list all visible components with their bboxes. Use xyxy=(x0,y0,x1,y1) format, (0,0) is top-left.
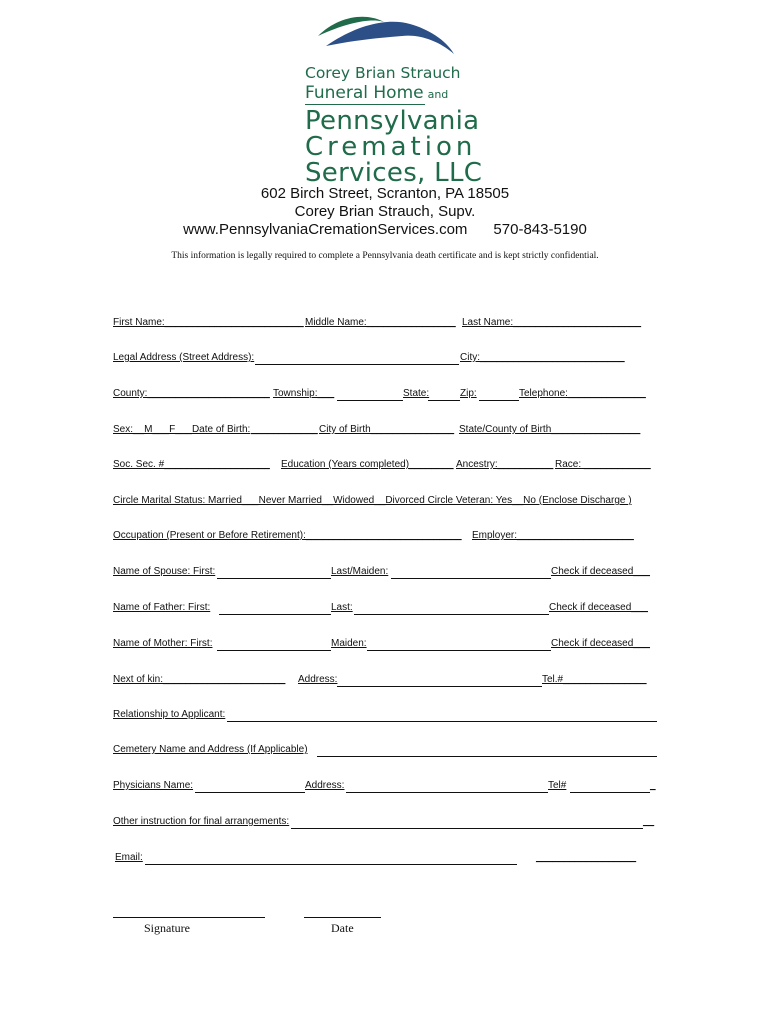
father-first-field[interactable]: Name of Father: First: xyxy=(113,602,211,613)
last-name-field[interactable]: Last Name:_______________________ xyxy=(462,317,642,328)
form-row-cemetery xyxy=(113,743,657,759)
email-field[interactable]: Email: xyxy=(115,852,143,863)
form-row-name xyxy=(113,316,657,332)
logo-funeral-line: Funeral Home and xyxy=(305,83,449,103)
township-line xyxy=(337,400,403,401)
legal-address-field[interactable]: Legal Address (Street Address): xyxy=(113,352,255,363)
form-row-county xyxy=(113,387,657,403)
relationship-field[interactable]: Relationship to Applicant: xyxy=(113,709,226,720)
header-contact xyxy=(0,221,770,238)
email-end: __________________ xyxy=(536,852,637,863)
spouse-first-line xyxy=(217,578,331,579)
logo-name-line: Corey Brian Strauch xyxy=(305,64,461,82)
father-last-field[interactable]: Last: xyxy=(331,602,353,613)
header-supervisor: Corey Brian Strauch, Supv. xyxy=(294,203,476,220)
physician-name-field[interactable]: Physicians Name: xyxy=(113,780,194,791)
father-deceased-check[interactable]: Check if deceased___ xyxy=(549,602,648,613)
phone-number: 570-843-5190 xyxy=(493,221,587,238)
kin-address-field[interactable]: Address: xyxy=(298,674,338,685)
education-field[interactable]: Education (Years completed)________ xyxy=(281,459,454,470)
state-of-birth-field[interactable]: State/County of Birth________________ xyxy=(459,424,641,435)
dob-blank[interactable]: ____________ xyxy=(251,424,318,435)
relationship-line xyxy=(227,721,657,722)
form-row-spouse xyxy=(113,565,657,581)
form-row-kin xyxy=(113,673,657,689)
form-row-address xyxy=(113,351,657,367)
marital-veteran-field[interactable]: Circle Marital Status: Married___Never Married__Widowed__Divorced Circle Veteran: Yes__No (Enclose Discharge ) xyxy=(113,495,632,506)
mother-first-line xyxy=(217,650,331,651)
spouse-last-field[interactable]: Last/Maiden: xyxy=(331,566,389,577)
sex-dob-field[interactable]: Sex:__M___F___Date of Birth: xyxy=(113,424,251,435)
zip-line xyxy=(479,400,519,401)
form-row-email xyxy=(113,851,657,867)
state-field[interactable]: State: xyxy=(403,388,430,399)
form-row-father xyxy=(113,601,657,617)
instructions-line xyxy=(291,828,643,829)
mother-first-field[interactable]: Name of Mother: First: xyxy=(113,638,213,649)
kin-tel-field[interactable]: Tel.#_______________ xyxy=(542,674,647,685)
employer-field[interactable]: Employer:_____________________ xyxy=(472,530,634,541)
logo-services-line: Services, LLC xyxy=(305,158,483,188)
state-line xyxy=(428,400,460,401)
county-field[interactable]: County:______________________ xyxy=(113,388,270,399)
zip-field[interactable]: Zip: xyxy=(460,388,477,399)
physician-address-field[interactable]: Address: xyxy=(305,780,345,791)
middle-name-field[interactable]: Middle Name:________________ xyxy=(305,317,456,328)
kin-address-line xyxy=(337,686,542,687)
legal-address-line xyxy=(255,364,459,365)
next-of-kin-field[interactable]: Next of kin:______________________ xyxy=(113,674,286,685)
city-of-birth-field[interactable]: City of Birth_______________ xyxy=(319,424,455,435)
form-row-birth xyxy=(113,423,657,439)
cemetery-field[interactable]: Cemetery Name and Address (If Applicable) xyxy=(113,744,308,755)
spouse-deceased-check[interactable]: Check if deceased___ xyxy=(551,566,650,577)
township-field[interactable]: Township:___ xyxy=(273,388,335,399)
form-row-occupation xyxy=(113,529,657,545)
header-address: 602 Birch Street, Scranton, PA 18505 xyxy=(260,185,510,202)
website-link[interactable]: www.PennsylvaniaCremationServices.com xyxy=(183,221,468,238)
date-label: Date xyxy=(331,921,354,935)
signature-line[interactable] xyxy=(113,917,265,918)
spouse-last-line xyxy=(391,578,551,579)
physician-tel-field[interactable]: Tel# xyxy=(548,780,567,791)
ssn-field[interactable]: Soc. Sec. #___________________ xyxy=(113,459,270,470)
logo-mountain-icon xyxy=(318,14,458,58)
physician-address-line xyxy=(346,792,548,793)
city-field[interactable]: City:__________________________ xyxy=(460,352,625,363)
signature-label: Signature xyxy=(144,921,190,935)
occupation-field[interactable]: Occupation (Present or Before Retirement):____________________________ xyxy=(113,530,462,541)
physician-tel-line xyxy=(570,792,650,793)
logo-divider xyxy=(305,104,425,105)
date-line[interactable] xyxy=(304,917,381,918)
form-row-marital xyxy=(113,494,657,510)
form-row-relationship xyxy=(113,708,657,724)
spouse-first-field[interactable]: Name of Spouse: First: xyxy=(113,566,216,577)
confidentiality-notice: This information is legally required to complete a Pennsylvania death certificate and is kept strictly confidential. xyxy=(171,251,599,261)
race-field[interactable]: Race: ____________ xyxy=(555,459,651,470)
mother-deceased-check[interactable]: Check if deceased___ xyxy=(551,638,650,649)
logo-cremation-line: Cremation xyxy=(305,132,477,162)
instructions-end: __ xyxy=(643,816,655,827)
email-line xyxy=(145,864,517,865)
mother-maiden-line xyxy=(367,650,551,651)
form-row-mother xyxy=(113,637,657,653)
physician-end: _ xyxy=(650,780,656,791)
instructions-field[interactable]: Other instruction for final arrangements: xyxy=(113,816,290,827)
form-row-instructions xyxy=(113,815,657,831)
mother-maiden-field[interactable]: Maiden: xyxy=(331,638,367,649)
form-row-physician xyxy=(113,779,657,795)
physician-name-line xyxy=(195,792,305,793)
telephone-field[interactable]: Telephone:______________ xyxy=(519,388,646,399)
father-last-line xyxy=(354,614,549,615)
form-row-social xyxy=(113,458,657,474)
cemetery-line xyxy=(317,756,657,757)
ancestry-field[interactable]: Ancestry:__________ xyxy=(456,459,554,470)
father-first-line xyxy=(219,614,331,615)
logo-pennsylvania-line: Pennsylvania xyxy=(305,106,480,136)
first-name-field[interactable]: First Name:_________________________ xyxy=(113,317,304,328)
